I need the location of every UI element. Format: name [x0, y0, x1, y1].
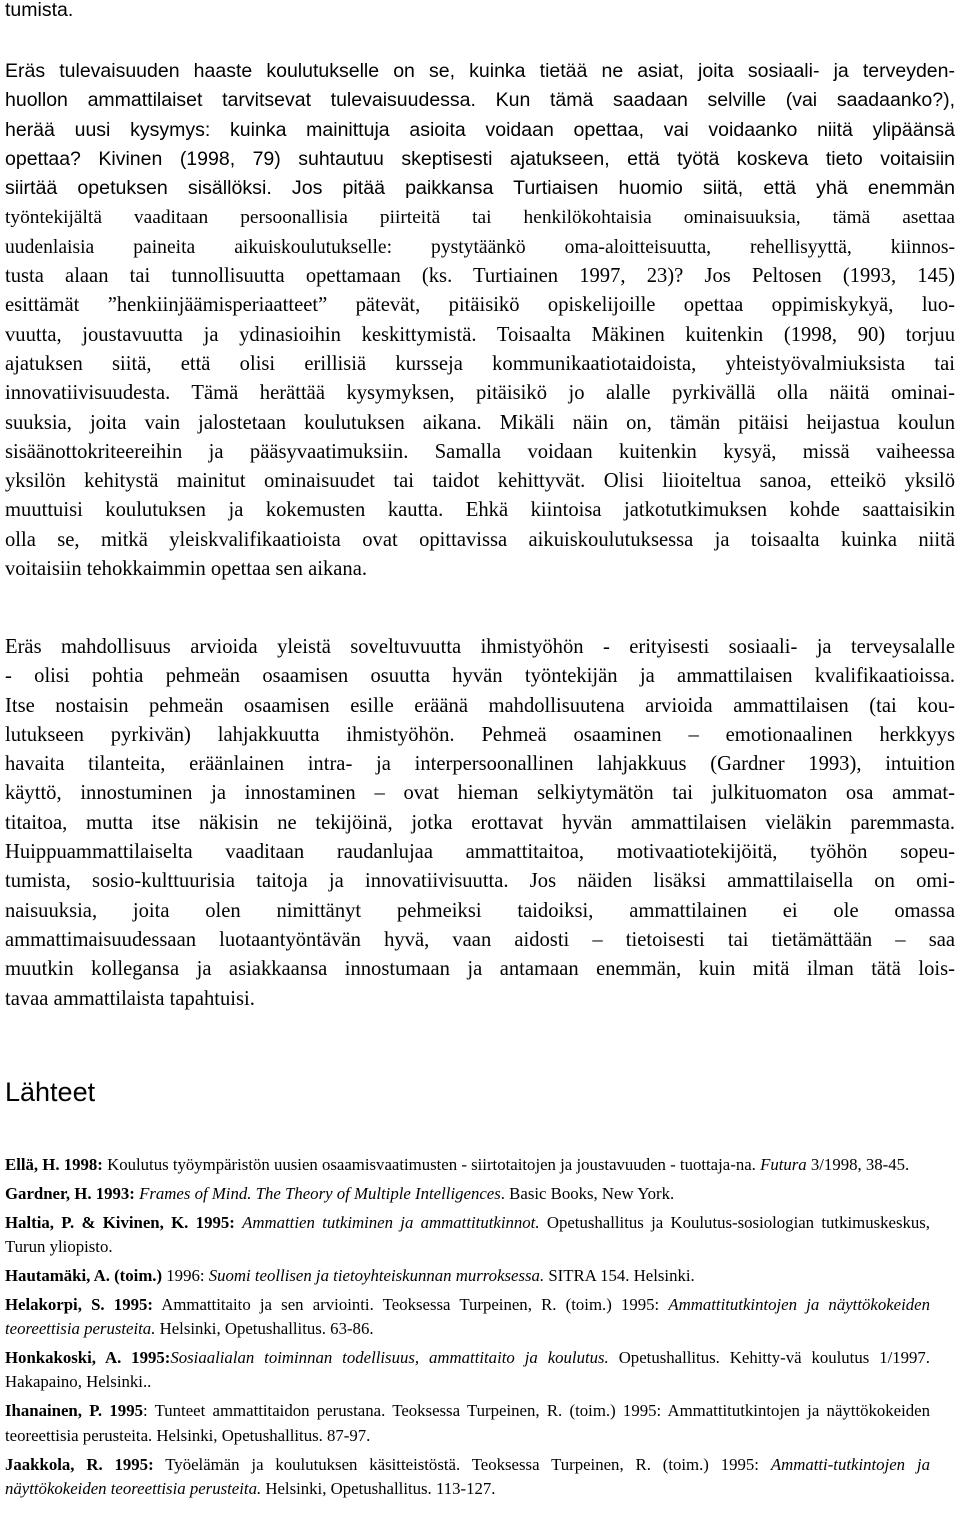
p1-line: Eräs tulevaisuuden haaste koulutukselle on se, kuinka tietää ne asiat, joita sosiaali- ja terveyden-	[5, 60, 955, 82]
reference-item: Helakorpi, S. 1995: Ammattitaito ja sen arviointi. Teoksessa Turpeinen, R. (toim.) 1995: Ammattitutkintojen ja näyttökokeiden teoreettisia perusteita. Helsinki, Opetushallitus. 63-86.	[5, 1294, 930, 1339]
reference-list	[5, 1153, 930, 1506]
reference-item: Haltia, P. & Kivinen, K. 1995: Ammattien tutkiminen ja ammattitutkinnot. Opetushallitus ja Koulutus-sosiologian tutkimuskeskus, Turun yliopisto.	[5, 1212, 930, 1257]
p1-line: tusta alaan tai tunnollisuutta opettamaan (ks. Turtiainen 1997, 23)? Jos Peltosen (1993, 145)	[5, 265, 955, 288]
p1-line: voitaisiin tehokkaimmin opettaa sen aikana.	[5, 558, 368, 581]
paragraph-2	[5, 633, 955, 1014]
p1-line: opettaa? Kivinen (1998, 79) suhtautuu skeptisesti ajatukseen, että työtä koskeva tieto voitaisiin	[5, 147, 955, 170]
p2-line: käyttö, innostuminen ja innostaminen – ovat hieman selkiytymätön tai julkituomaton osa ammat-	[5, 782, 955, 805]
p1-line: vuutta, joustavuutta ja ydinasioihin keskittymistä. Toisaalta Mäkinen kuitenkin (1998, 90) torjuu	[5, 323, 955, 346]
reference-item: Gardner, H. 1993: Frames of Mind. The Theory of Multiple Intelligences. Basic Books, New York.	[5, 1183, 675, 1203]
p1-line: muuttuisi koulutuksen ja kokemusten kautta. Ehkä kiintoisa jatkotutkimuksen kohde saattaisikin	[5, 499, 955, 522]
p2-line: tumista, sosio-kulttuurisia taitoja ja innovatiivisuutta. Jos näiden lisäksi ammattilaisella on omi-	[5, 870, 955, 893]
reference-item: Hautamäki, A. (toim.) 1996: Suomi teollisen ja tietoyhteiskunnan murroksessa. SITRA 154. Helsinki.	[5, 1265, 695, 1285]
paragraph-1	[5, 57, 955, 584]
p1-line: herää uusi kysymys: kuinka mainittuja asioita voidaan opettaa, vai voidaanko niitä ylipäänsä	[5, 118, 955, 141]
p1-line: työntekijältä vaaditaan persoonallisia piirteitä tai henkilökohtaisia ominaisuuksia, tämä asettaa	[5, 207, 955, 229]
p1-line: siirtää opetuksen sisällöksi. Jos pitää paikkansa Turtiaisen huomio siitä, että yhä enemmän	[5, 177, 955, 200]
p1-line: ajatuksen siitä, että olisi erillisiä kursseja kommunikaatiotaidoista, yhteistyövalmiuksista tai	[5, 352, 955, 375]
p2-line: Huippuammattilaiselta vaaditaan raudanlujaa ammattitaitoa, motivaatiotekijöitä, työhön sopeu-	[5, 841, 955, 864]
p1-line: uudenlaisia paineita aikuiskoulutukselle: pystytäänkö oma-aloitteisuutta, rehellisyyttä, kiinnos-	[5, 236, 955, 258]
p2-line: muutkin kollegansa ja asiakkaansa innostumaan ja antamaan enemmän, kuin mitä ilman tätä lois-	[5, 958, 955, 981]
references-heading: Lähteet	[5, 1077, 96, 1107]
top-fragment: tumista.	[5, 0, 74, 21]
p2-line: titaitoa, mutta itse näkisin ne tekijöinä, jotka erottavat hyvän ammattilaisen vieläkin paremmasta.	[5, 811, 955, 834]
p2-line: - olisi pohtia pehmeän osaamisen osuutta hyvän työntekijän ja ammattilaisen kvalifikaatioissa.	[5, 665, 955, 688]
p2-line: havaita tilanteita, eräänlainen intra- ja interpersoonallinen lahjakkuus (Gardner 1993), intuition	[5, 753, 955, 776]
p2-line: tavaa ammattilaista tapahtuisi.	[5, 987, 255, 1010]
p2-line: Itse nostaisin pehmeän osaamisen esille eräänä mahdollisuutena arvioida ammattilaisen (tai kou-	[5, 694, 955, 717]
p2-line: lutukseen pyrkivän) lahjakkuutta ihmistyöhön. Pehmeä osaaminen – emotionaalinen herkkyys	[5, 723, 955, 746]
p1-line: olla se, mitkä yleiskvalifikaatioista ovat opittavissa aikuiskoulutuksessa ja toisaalta kuinka niitä	[5, 528, 955, 551]
p2-line: ammattimaisuudessaan luotaantyöntävän hyvä, vaan aidosti – tietoisesti tai tietämättään – saa	[5, 928, 955, 951]
p2-line: Eräs mahdollisuus arvioida yleistä soveltuvuutta ihmistyöhön - erityisesti sosiaali- ja terveysalalle	[5, 636, 955, 658]
p1-line: yksilön kehitystä mainitut ominaisuudet tai taidot kehittyvät. Olisi liioiteltua sanoa, etteikö yksilö	[5, 470, 955, 493]
p1-line: suuksia, joita vain jalostetaan koulutuksen aikana. Mikäli näin on, tämän pitäisi heijastua koulun	[5, 411, 955, 434]
reference-item: Jaakkola, R. 1995: Työelämän ja koulutuksen käsitteistöstä. Teoksessa Turpeinen, R. (toim.) 1995: Ammatti-tutkintojen ja näyttökokeiden teoreettisia perusteita. Helsinki, Opetushallitus. 113-127.	[5, 1454, 930, 1499]
reference-item: Ihanainen, P. 1995: Tunteet ammattitaidon perustana. Teoksessa Turpeinen, R. (toim.) 1995: Ammattitutkintojen ja näyttökokeiden teoreettisia perusteita. Helsinki, Opetushallitus. 87-97.	[5, 1401, 931, 1445]
p2-line: naisuuksia, joita olen nimittänyt pehmeiksi taidoiksi, ammattilainen ei ole omassa	[5, 899, 955, 922]
reference-item: Honkakoski, A. 1995:Sosiaalialan toiminnan todellisuus, ammattitaito ja koulutus. Opetushallitus. Kehitty-vä koulutus 1/1997. Hakapaino, Helsinki..	[5, 1347, 931, 1392]
p1-line: sisäänottokriteereihin ja pääsyvaatimuksiin. Samalla voidaan kuitenkin kysyä, missä vaiheessa	[5, 440, 955, 463]
p1-line: innovatiivisuudesta. Tämä herättää kysymyksen, pitäisikö jo alalle pyrkivällä olla näitä ominai-	[5, 382, 955, 405]
reference-item: Ellä, H. 1998: Koulutus työympäristön uusien osaamisvaatimusten - siirtotaitojen ja joustavuuden - tuottaja-na. Futura 3/1998, 38-45.	[5, 1155, 910, 1174]
p1-line: esittämät ”henkiinjäämisperiaatteet” pätevät, pitäisikö opiskelijoille opettaa oppimiskykyä, luo-	[5, 294, 955, 317]
p1-line: huollon ammattilaiset tarvitsevat tulevaisuudessa. Kun tämä saadaan selville (vai saadaanko?),	[5, 89, 955, 112]
